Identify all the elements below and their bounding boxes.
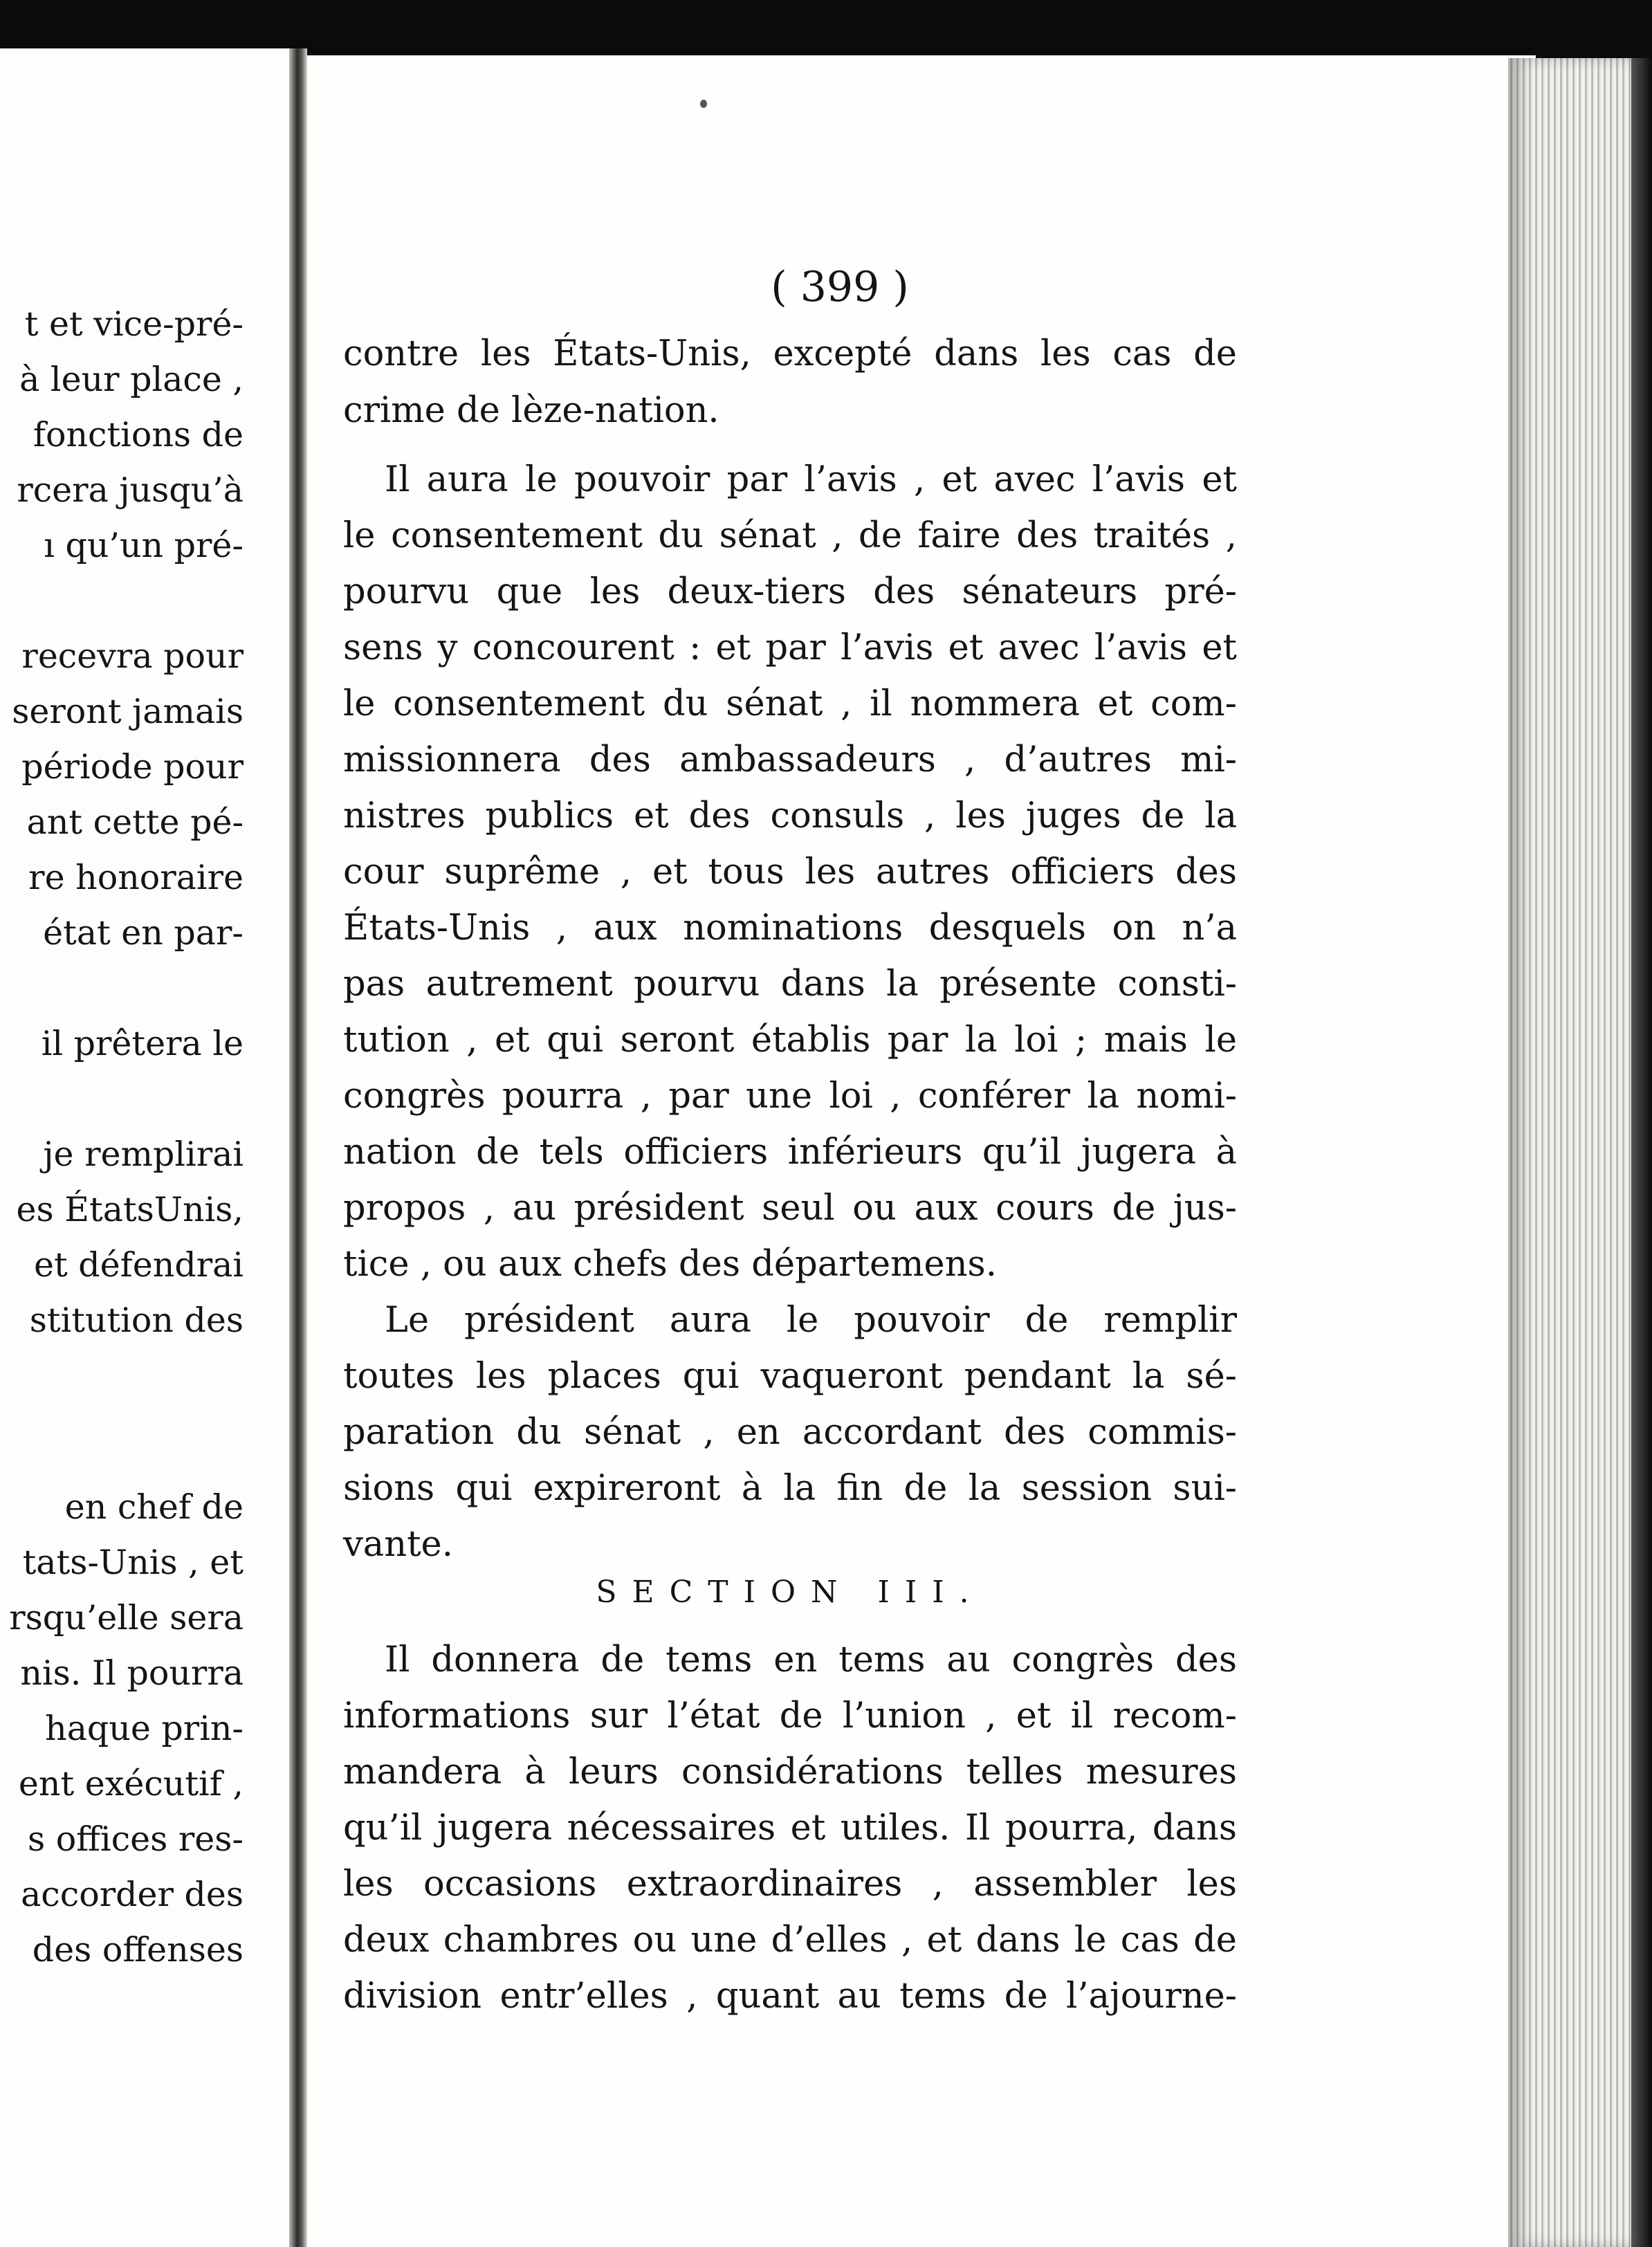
text-line: propos , au président seul ou aux cours de jus- [343,1188,1237,1229]
text-line: nation de tels officiers inférieurs qu’il jugera à [343,1132,1237,1173]
text-line: paration du sénat , en accordant des commis- [343,1412,1237,1453]
left-line: je remplirai [43,1135,244,1174]
left-line: nis. Il pourra [20,1653,244,1693]
section-heading: SECTION III. [596,1575,984,1610]
text-line: tice , ou aux chefs des départemens. [343,1244,997,1285]
text-line: pas autrement pourvu dans la présente consti- [343,964,1237,1005]
left-line: seront jamais [12,692,244,731]
ink-speck [700,100,707,108]
left-line: s offices res- [28,1819,244,1859]
left-line: re honoraire [28,858,244,897]
text-line: nistres publics et des consuls , les juges de la [343,796,1237,836]
left-line: des offenses [32,1930,244,1970]
left-page [0,48,289,2247]
text-line: le consentement du sénat , de faire des traités , [343,515,1237,556]
left-line: ent exécutif , [18,1764,244,1804]
text-line: congrès pourra , par une loi , conférer la nomi- [343,1076,1237,1117]
left-line: tats-Unis , et [22,1543,244,1582]
edge-shadow [1631,58,1652,2247]
left-line: état en par- [43,913,244,953]
text-line: Le président aura le pouvoir de remplir [385,1300,1237,1341]
text-line: mandera à leurs considérations telles mesures [343,1752,1237,1792]
left-line: es ÉtatsUnis, [16,1190,244,1229]
text-line: deux chambres ou une d’elles , et dans le cas de [343,1920,1237,1961]
left-line: période pour [21,747,244,787]
left-line: stitution des [29,1301,244,1340]
text-line: missionnera des ambassadeurs , d’autres mi- [343,740,1237,780]
left-line: ant cette pé- [26,802,244,842]
book-gutter [289,48,307,2247]
left-line: t et vice-pré- [24,304,244,344]
text-line: sens y concourent : et par l’avis et avec l’avis et [343,627,1237,668]
left-line: rcera jusqu’à [17,470,244,510]
text-line: contre les États-Unis, excepté dans les cas de [343,333,1237,374]
left-line: à leur place , [19,360,244,399]
text-line: toutes les places qui vaqueront pendant la sé- [343,1356,1237,1397]
text-line: les occasions extraordinaires , assembler les [343,1864,1237,1905]
text-line: Il aura le pouvoir par l’avis , et avec l’avis et [385,459,1237,500]
left-line: ı qu’un pré- [44,526,244,565]
page-edges [1508,58,1631,2247]
text-line: pourvu que les deux-tiers des sénateurs pré- [343,571,1237,612]
text-line: qu’il jugera nécessaires et utiles. Il pourra, dans [343,1808,1237,1849]
left-line: fonctions de [33,415,244,455]
left-line: il prêtera le [41,1024,244,1063]
left-line: rsqu’elle sera [9,1598,244,1638]
page-number: ( 399 ) [771,263,909,311]
text-line: division entr’elles , quant au tems de l’ajourne- [343,1976,1237,2017]
text-line: informations sur l’état de l’union , et il recom- [343,1696,1237,1736]
text-line: crime de lèze-nation. [343,390,719,431]
text-line: sions qui expireront à la fin de la session sui- [343,1468,1237,1509]
text-line: Il donnera de tems en tems au congrès des [385,1640,1237,1680]
left-line: accorder des [21,1875,244,1914]
left-line: recevra pour [21,636,244,676]
text-line: le consentement du sénat , il nommera et com- [343,684,1237,724]
text-line: cour suprême , et tous les autres officiers des [343,852,1237,892]
text-line: tution , et qui seront établis par la loi ; mais le [343,1020,1237,1061]
left-line: et défendrai [34,1245,244,1285]
left-line: haque prin- [45,1709,244,1748]
left-line: en chef de [64,1487,244,1527]
text-line: vante. [343,1524,453,1565]
text-line: États-Unis , aux nominations desquels on n’a [343,908,1237,948]
right-page [307,55,1536,2247]
